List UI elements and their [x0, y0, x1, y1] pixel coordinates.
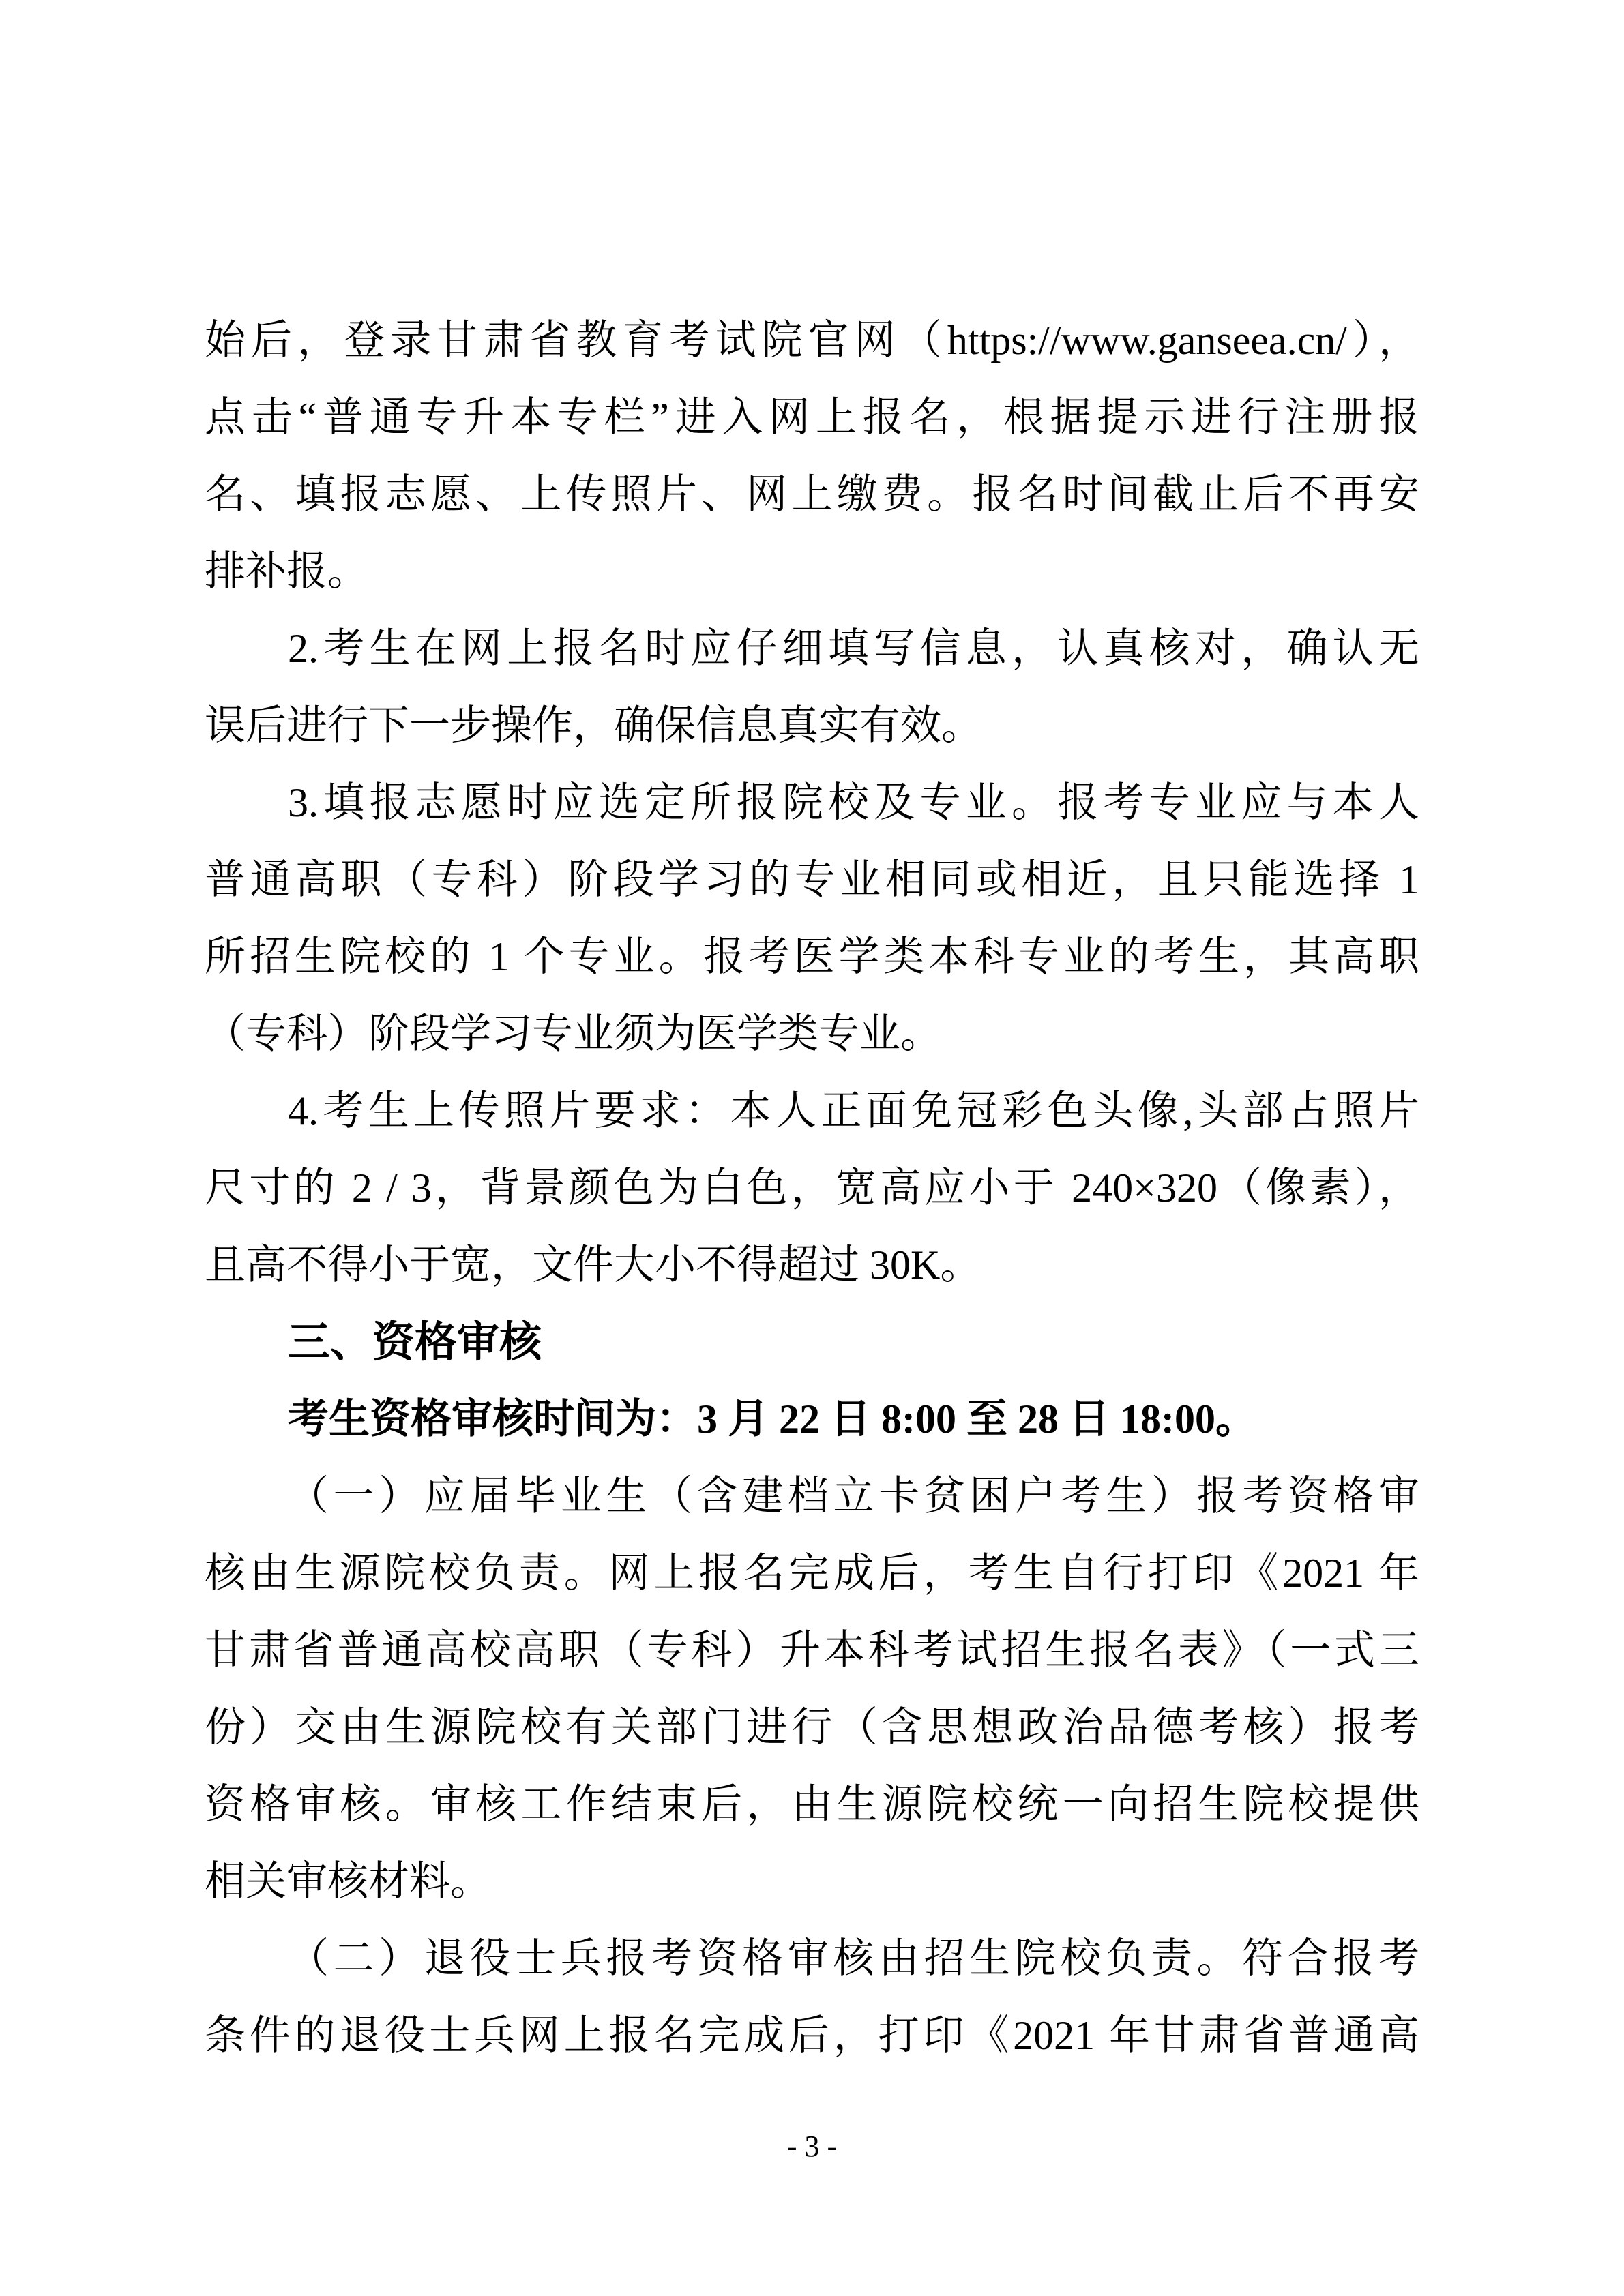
- text-line: 条件的退役士兵网上报名完成后，打印《2021 年甘肃省普通高: [205, 2013, 1419, 2058]
- text-line: 名、填报志愿、上传照片、网上缴费。报名时间截止后不再安: [205, 472, 1419, 517]
- text-line: 资格审核。审核工作结束后，由生源院校统一向招生院校提供: [205, 1782, 1419, 1827]
- document-body: [205, 302, 1419, 2074]
- text-line: 甘肃省普通高校高职（专科）升本科考试招生报名表》（一式三: [205, 1628, 1419, 1673]
- text-line: 相关审核材料。: [205, 1859, 491, 1904]
- text-line: 普通高职（专科）阶段学习的专业相同或相近，且只能选择 1: [205, 857, 1419, 902]
- text-line: 核由生源院校负责。网上报名完成后，考生自行打印《2021 年: [205, 1551, 1419, 1596]
- text-line: （二）退役士兵报考资格审核由招生院校负责。符合报考: [288, 1936, 1419, 1981]
- text-line: （一）应届毕业生（含建档立卡贫困户考生）报考资格审: [288, 1474, 1419, 1519]
- text-line: 份）交由生源院校有关部门进行（含思想政治品德考核）报考: [205, 1705, 1419, 1750]
- text-line: 考生资格审核时间为：3 月 22 日 8:00 至 28 日 18:00。: [288, 1397, 1256, 1442]
- text-line: 4.考生上传照片要求：本人正面免冠彩色头像,头部占照片: [288, 1088, 1419, 1133]
- text-line: 2.考生在网上报名时应仔细填写信息，认真核对，确认无: [288, 626, 1419, 671]
- text-line: （专科）阶段学习专业须为医学类专业。: [205, 1011, 941, 1056]
- text-line: 排补报。: [205, 549, 368, 594]
- text-line: 点击“普通专升本专栏”进入网上报名，根据提示进行注册报: [205, 395, 1419, 440]
- text-line: 且高不得小于宽，文件大小不得超过 30K。: [205, 1242, 981, 1287]
- text-line: 尺寸的 2 / 3，背景颜色为白色，宽高应小于 240×320（像素），: [205, 1165, 1419, 1210]
- text-line: 3.填报志愿时应选定所报院校及专业。报考专业应与本人: [288, 780, 1419, 825]
- text-line: 误后进行下一步操作，确保信息真实有效。: [205, 703, 982, 748]
- text-line: 三、资格审核: [288, 1319, 542, 1366]
- text-line: 始后，登录甘肃省教育考试院官网（https://www.ganseea.cn/），: [205, 318, 1419, 363]
- page-number: - 3 -: [786, 2130, 838, 2163]
- text-line: 所招生院校的 1 个专业。报考医学类本科专业的考生，其高职: [205, 934, 1419, 979]
